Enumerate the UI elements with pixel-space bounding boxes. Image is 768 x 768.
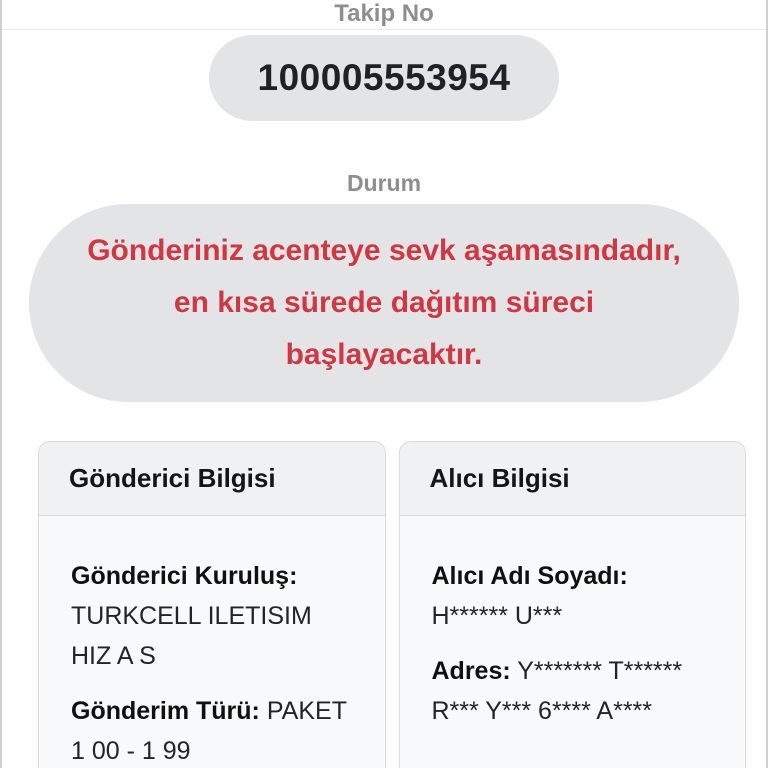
- sender-card-body: [39, 516, 385, 768]
- receiver-name-field: [432, 556, 714, 636]
- status-message-line: Gönderiniz acenteye sevk aşamasındadır,: [87, 234, 681, 267]
- receiver-address-value: Y******* T****** R*** Y*** 6**** A****: [431, 657, 683, 725]
- status-message-line: başlayacaktır.: [285, 338, 483, 371]
- status-message-line: en kısa sürede dağıtım süreci: [173, 286, 595, 319]
- sender-organization-field: [71, 556, 353, 676]
- receiver-info-card: [399, 441, 747, 768]
- info-cards-row: [38, 441, 746, 768]
- status-label: Durum: [346, 170, 422, 196]
- tracking-number-value: 100005553954: [257, 57, 511, 98]
- status-message-bubble: [29, 204, 739, 402]
- receiver-address-label: Adres:: [431, 657, 511, 685]
- sender-card-title: Gönderici Bilgisi: [39, 442, 385, 516]
- receiver-address-field: [432, 651, 714, 731]
- receiver-name-value: H****** U***: [431, 602, 563, 630]
- shipment-type-label: Gönderim Türü:: [71, 697, 260, 725]
- receiver-card-title: Alıcı Bilgisi: [400, 442, 746, 516]
- tracking-number-pill: [209, 35, 559, 121]
- sender-organization-label: Gönderici Kuruluş:: [71, 562, 298, 590]
- sender-info-card: [38, 441, 386, 768]
- receiver-card-body: [400, 516, 746, 731]
- header-divider: [2, 29, 766, 30]
- receiver-name-label: Alıcı Adı Soyadı:: [431, 562, 628, 590]
- shipment-type-value: PAKET 1 00 - 1 99: [71, 697, 347, 765]
- tracking-number-label: Takip No: [334, 0, 434, 27]
- sender-organization-value: TURKCELL ILETISIM HIZ A S: [71, 602, 312, 670]
- shipment-type-field: [71, 691, 353, 768]
